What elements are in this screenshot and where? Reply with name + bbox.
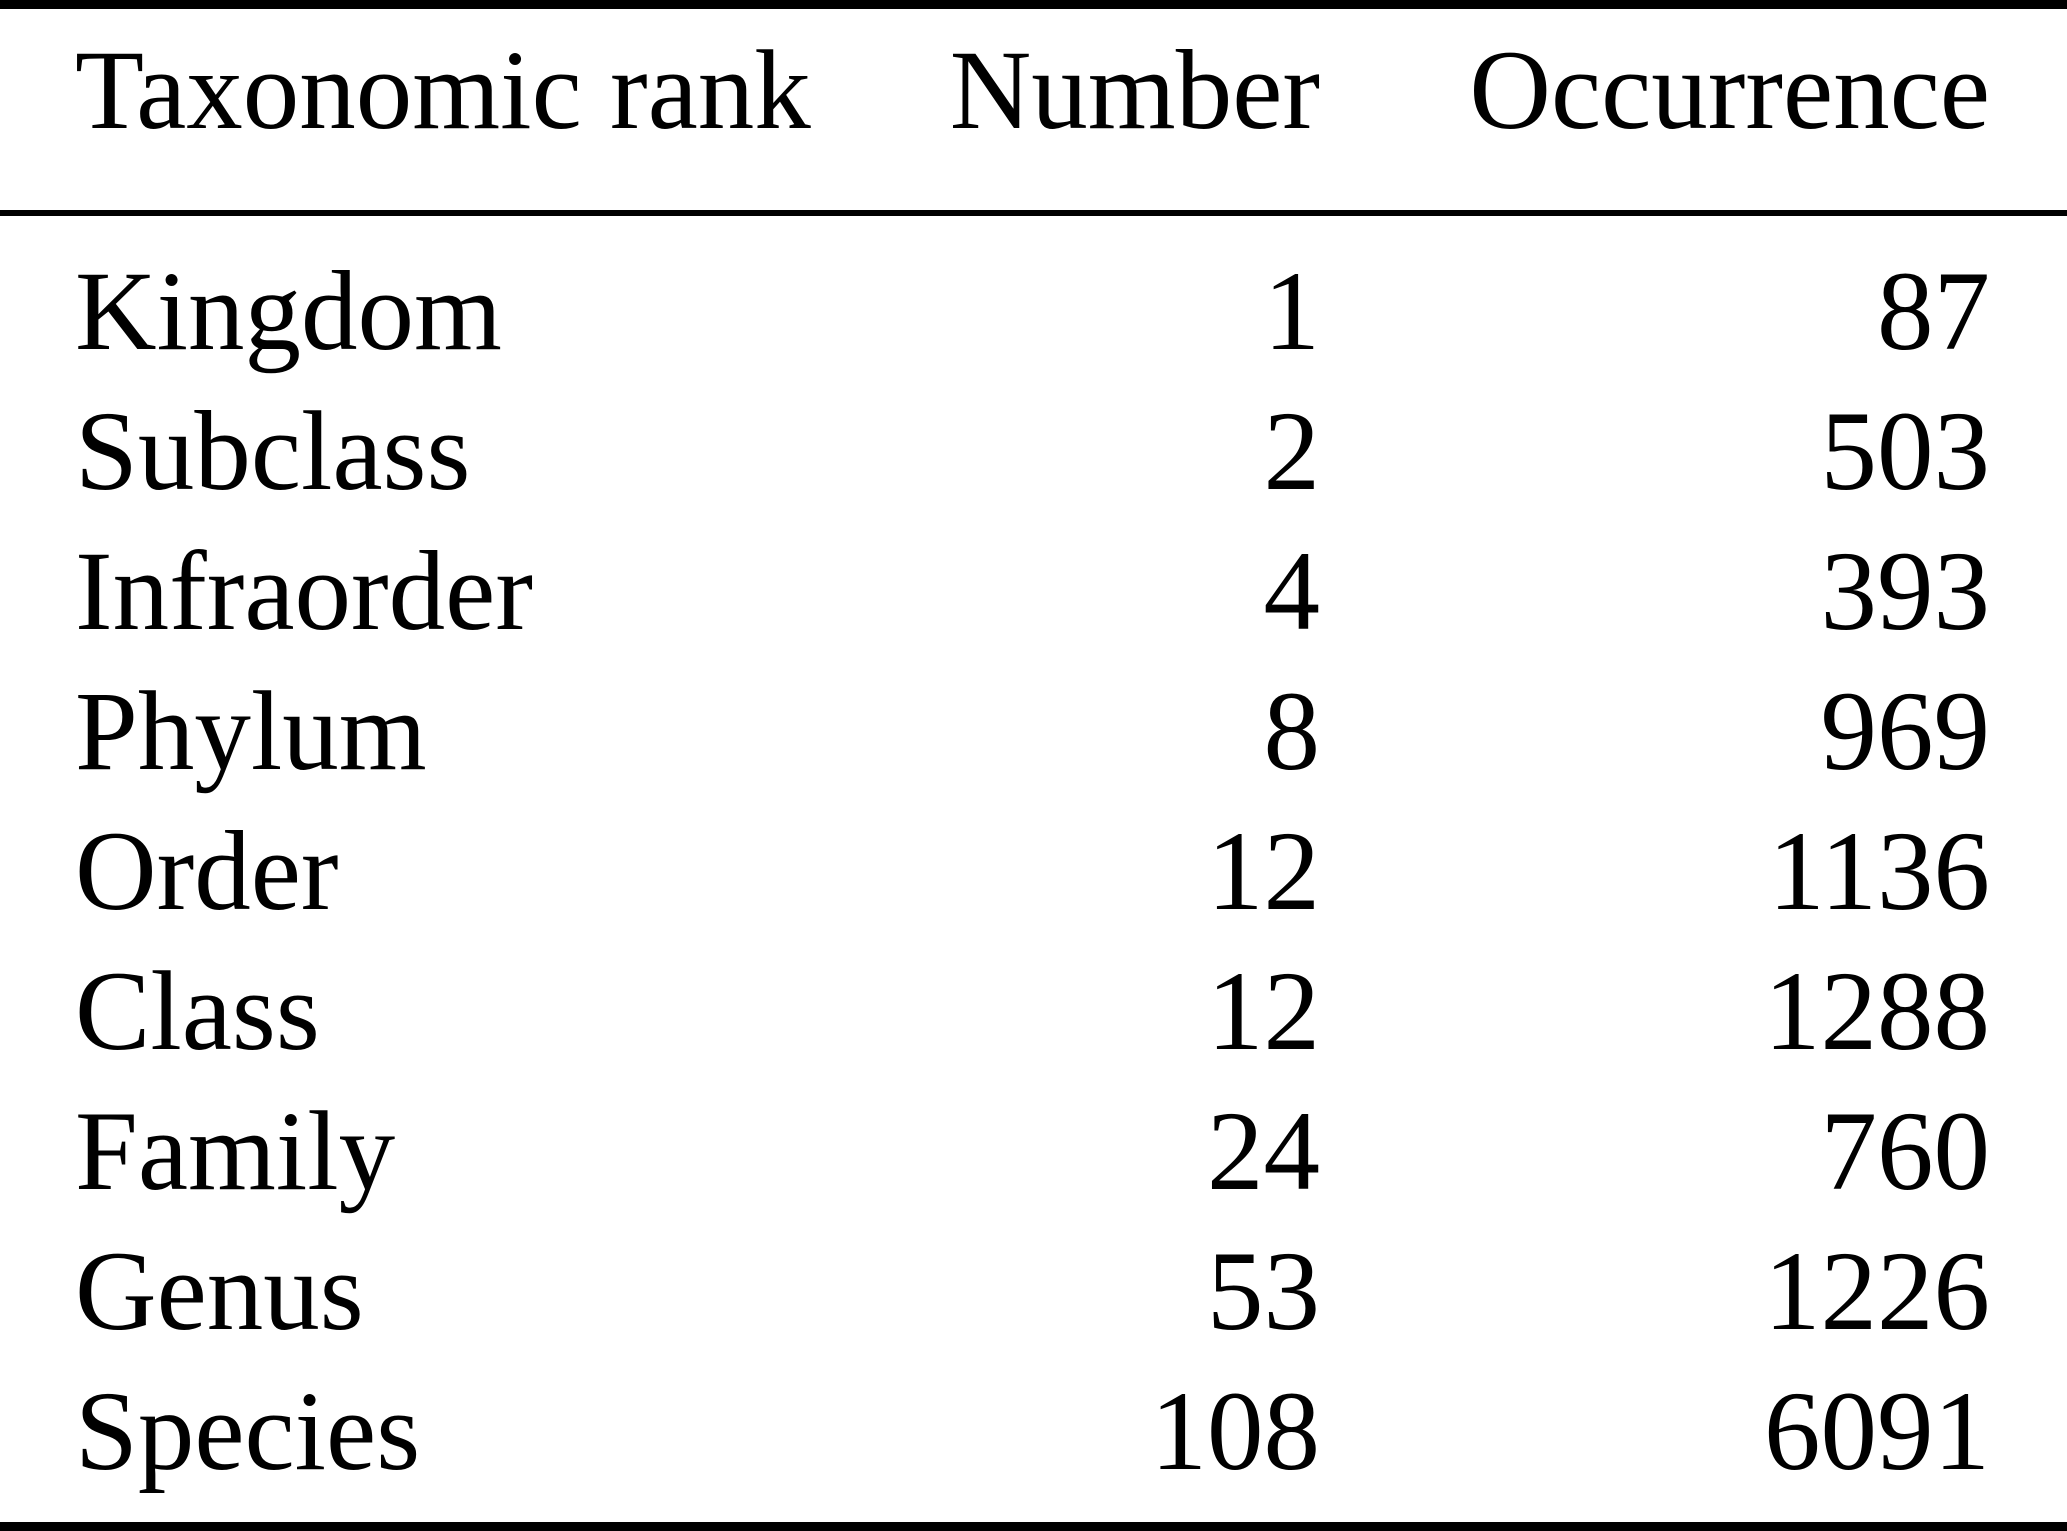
- occurrence-cell: 393: [1820, 529, 1990, 654]
- occurrence-cell: 1288: [1764, 949, 1990, 1074]
- number-cell: 1: [1263, 249, 1320, 374]
- table-row: [75, 942, 1990, 1082]
- table-row: [75, 522, 1990, 662]
- number-cell: 12: [1207, 809, 1320, 934]
- column-header-occurrence: Occurrence: [1469, 28, 1990, 153]
- rank-cell: Phylum: [75, 669, 427, 794]
- occurrence-cell: 969: [1820, 669, 1990, 794]
- column-header-number: Number: [949, 28, 1320, 153]
- rank-cell: Class: [75, 949, 320, 1074]
- number-cell: 8: [1263, 669, 1320, 794]
- table-row: [75, 1222, 1990, 1362]
- occurrence-cell: 1226: [1764, 1229, 1990, 1354]
- number-cell: 12: [1207, 949, 1320, 1074]
- table-top-rule: [0, 0, 2067, 9]
- rank-cell: Genus: [75, 1229, 364, 1354]
- table-row: [75, 662, 1990, 802]
- rank-cell: Species: [75, 1369, 421, 1494]
- occurrence-cell: 1136: [1768, 809, 1990, 934]
- rank-cell: Subclass: [75, 389, 471, 514]
- occurrence-cell: 503: [1820, 389, 1990, 514]
- number-cell: 4: [1263, 529, 1320, 654]
- occurrence-cell: 6091: [1764, 1369, 1990, 1494]
- table-row: [75, 1082, 1990, 1222]
- table-bottom-rule: [0, 1522, 2067, 1531]
- table-row: [75, 802, 1990, 942]
- rank-cell: Order: [75, 809, 339, 934]
- table-row: [75, 382, 1990, 522]
- table-header-row: [75, 9, 1990, 210]
- number-cell: 24: [1207, 1089, 1320, 1214]
- table-body: [75, 216, 1990, 1522]
- rank-cell: Infraorder: [75, 529, 533, 654]
- column-header-taxonomic-rank: Taxonomic rank: [75, 28, 811, 153]
- occurrence-cell: 760: [1820, 1089, 1990, 1214]
- rank-cell: Kingdom: [75, 249, 502, 374]
- rank-cell: Family: [75, 1089, 396, 1214]
- number-cell: 2: [1263, 389, 1320, 514]
- number-cell: 108: [1150, 1369, 1320, 1494]
- table-row: [75, 1362, 1990, 1502]
- occurrence-cell: 87: [1877, 249, 1990, 374]
- number-cell: 53: [1207, 1229, 1320, 1354]
- table-row: [75, 242, 1990, 382]
